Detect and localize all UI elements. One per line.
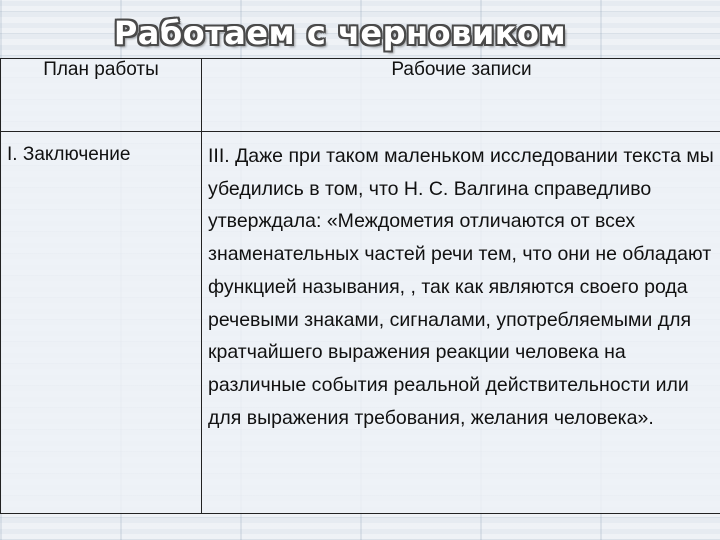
- work-plan-table: [0, 58, 720, 514]
- plan-cell: [1, 132, 202, 514]
- table-row: [1, 132, 720, 514]
- slide-title: Работаем с черновиком: [113, 14, 567, 52]
- header-plan: План работы: [1, 59, 202, 132]
- notes-cell: [202, 132, 720, 514]
- notes-text: III. Даже при таком маленьком исследовании текста мы убедились в том, что Н. С. Валгина справедливо утверждала: «Междометия отличаются от всех знаменательных частей речи тем, что они не обладают функцией называния, , так как являются своего рода речевыми знаками, сигналами, употребляемыми для кратчайшего выражения реакции человека на различные события реальной действительности или для выражения требования, желания человека».: [208, 145, 714, 429]
- table-header-row: [1, 59, 720, 132]
- plan-item-conclusion: I. Заключение: [7, 144, 131, 165]
- header-notes: Рабочие записи: [202, 59, 720, 132]
